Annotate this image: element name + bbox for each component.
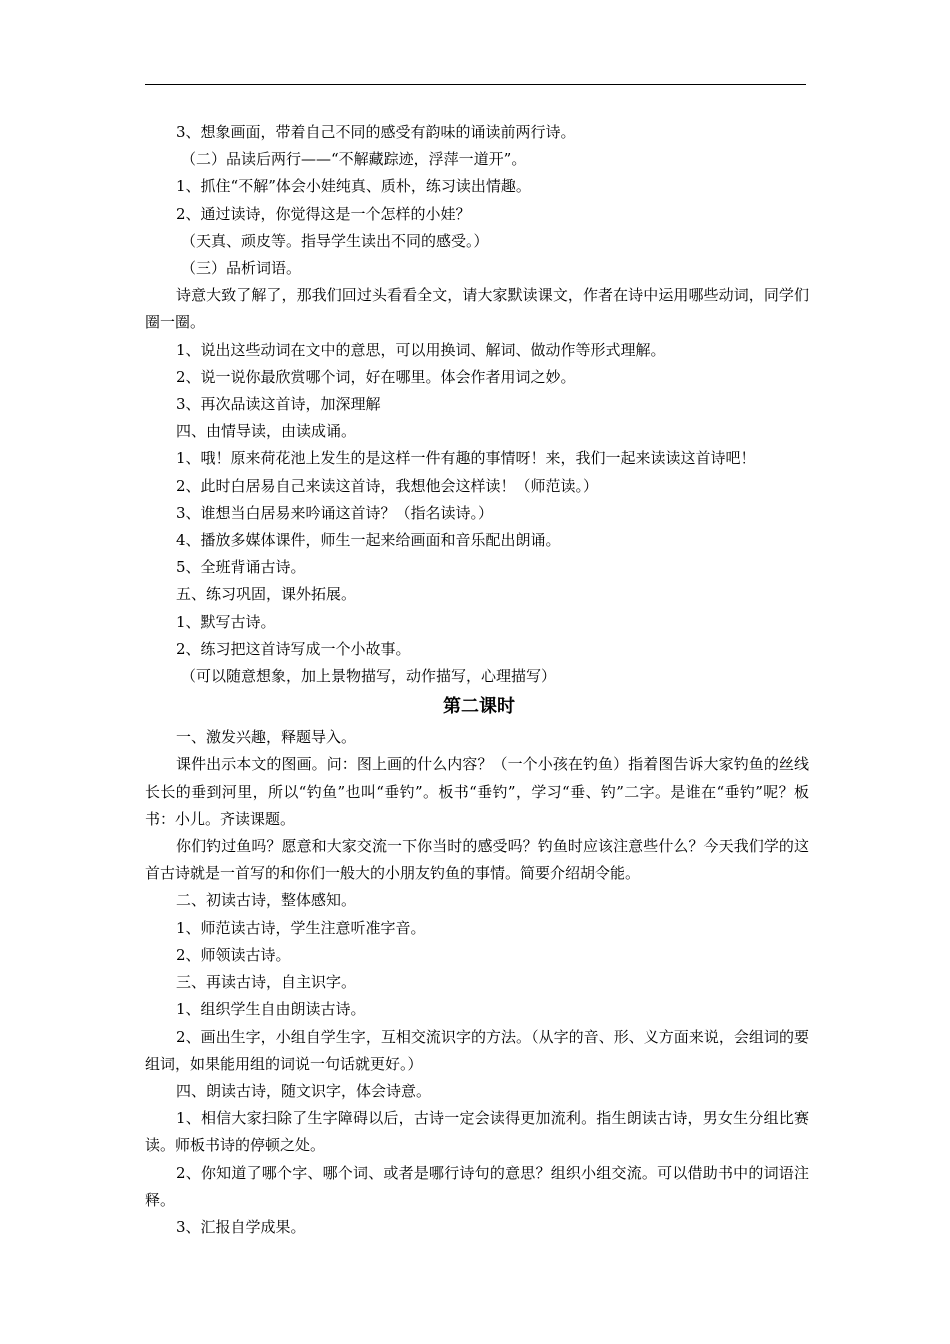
text-line: 2、师领读古诗。 [176, 945, 291, 964]
paragraph: 课件出示本文的图画。问：图上画的什么内容？（一个小孩在钓鱼）指着图告诉大家钓鱼的丝线长长的垂到河里，所以“钓鱼”也叫“垂钓”。板书“垂钓”，学习“垂、钓”二字。是谁在“垂钓”呢？板书：小儿。齐读课题。 [145, 755, 809, 828]
text-line: 1、师范读古诗，学生注意听准字音。 [176, 918, 426, 937]
text-line: 1、抓住“不解”体会小娃纯真、质朴，练习读出情趣。 [176, 177, 531, 196]
text-line: （三）品析词语。 [181, 259, 302, 278]
section-heading: 二、初读古诗，整体感知。 [176, 891, 357, 910]
section-heading: 五、练习巩固，课外拓展。 [176, 585, 357, 604]
paragraph: 2、你知道了哪个字、哪个词、或者是哪行诗句的意思？组织小组交流。可以借助书中的词语注释。 [145, 1163, 809, 1209]
paragraph: 你们钓过鱼吗？愿意和大家交流一下你当时的感受吗？钓鱼时应该注意些什么？今天我们学的这首古诗就是一首写的和你们一般大的小朋友钓鱼的事情。简要介绍胡令能。 [145, 837, 809, 883]
text-line: （天真、顽皮等。指导学生读出不同的感受。） [181, 231, 489, 250]
paragraph: 诗意大致了解了，那我们回过头看看全文，请大家默读课文，作者在诗中运用哪些动词，同学们圈一圈。 [145, 286, 809, 332]
text-line: 3、谁想当白居易来吟诵这首诗？（指名读诗。） [176, 503, 494, 522]
text-line: 1、哦！原来荷花池上发生的是这样一件有趣的事情呀！来，我们一起来读读这首诗吧！ [176, 449, 756, 468]
text-line: 1、组织学生自由朗读古诗。 [176, 1000, 366, 1019]
section-heading: 四、朗读古诗，随文识字，体会诗意。 [176, 1081, 432, 1100]
paragraph: 2、画出生字，小组自学生字，互相交流识字的方法。（从字的音、形、义方面来说，会组词的要组词，如果能用组的词说一句话就更好。） [145, 1027, 809, 1073]
text-line: 3、汇报自学成果。 [176, 1217, 306, 1236]
text-line: 2、此时白居易自己来读这首诗，我想他会这样读！（师范读。） [176, 476, 599, 495]
document-body [145, 119, 809, 1241]
text-line: 3、再次品读这首诗，加深理解 [176, 395, 381, 414]
text-line: 5、全班背诵古诗。 [176, 558, 306, 577]
section-heading: 四、由情导读，由读成诵。 [176, 422, 357, 441]
text-line: 4、播放多媒体课件，师生一起来给画面和音乐配出朗诵。 [176, 531, 561, 550]
header-rule [145, 84, 806, 85]
text-line: （可以随意想象，加上景物描写，动作描写，心理描写） [181, 667, 557, 686]
text-line: （二）品读后两行——“不解藏踪迹，浮萍一道开”。 [181, 150, 527, 169]
text-line: 1、说出这些动词在文中的意思，可以用换词、解词、做动作等形式理解。 [176, 340, 666, 359]
section-heading: 一、激发兴趣，释题导入。 [176, 728, 357, 747]
paragraph: 1、相信大家扫除了生字障碍以后，古诗一定会读得更加流利。指生朗读古诗，男女生分组比赛读。师板书诗的停顿之处。 [145, 1109, 809, 1155]
section-heading: 三、再读古诗，自主识字。 [176, 973, 357, 992]
text-line: 2、通过读诗，你觉得这是一个怎样的小娃？ [176, 204, 471, 223]
lesson-heading: 第二课时 [443, 696, 515, 718]
text-line: 2、练习把这首诗写成一个小故事。 [176, 639, 411, 658]
text-line: 2、说一说你最欣赏哪个词，好在哪里。体会作者用词之妙。 [176, 367, 576, 386]
text-line: 3、想象画面，带着自己不同的感受有韵味的诵读前两行诗。 [176, 123, 576, 141]
text-line: 1、默写古诗。 [176, 612, 276, 631]
